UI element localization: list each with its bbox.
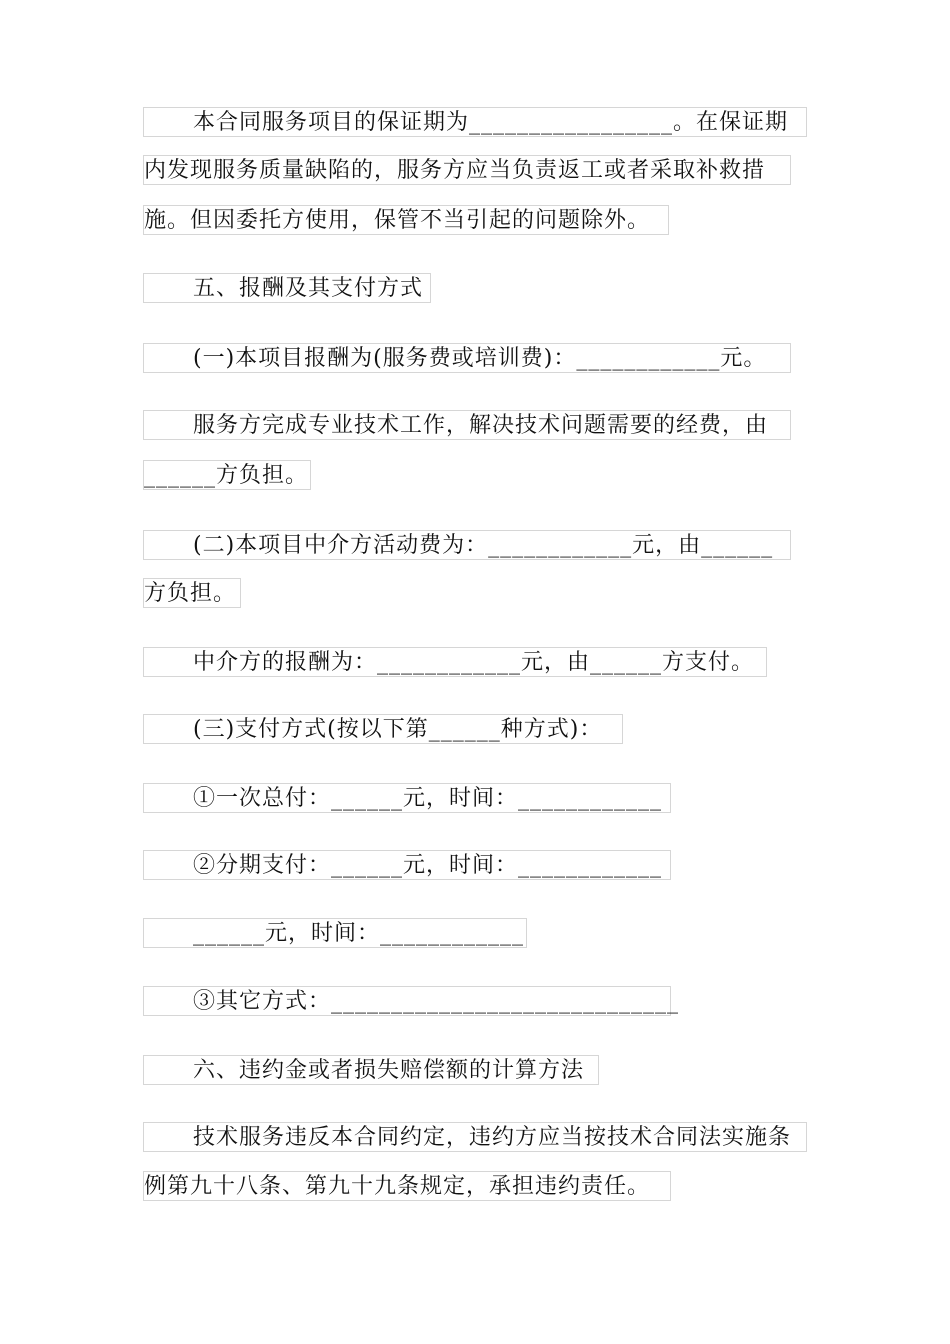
- paragraph-line: 例第九十八条、第九十九条规定，承担违约责任。: [143, 1171, 671, 1201]
- section-heading: 五、报酬及其支付方式: [143, 273, 431, 303]
- section-heading: 六、违约金或者损失赔偿额的计算方法: [143, 1055, 599, 1085]
- paragraph-line: 中介方的报酬为：____________元，由______方支付。: [143, 647, 767, 677]
- paragraph-line: 技术服务违反本合同约定，违约方应当按技术合同法实施条: [143, 1122, 807, 1152]
- paragraph-line: 本合同服务项目的保证期为_________________。在保证期: [143, 107, 807, 137]
- paragraph-line: 服务方完成专业技术工作，解决技术问题需要的经费，由: [143, 410, 791, 440]
- paragraph-line: 方负担。: [143, 578, 241, 608]
- payment-option-line: ②分期支付：______元，时间：____________: [143, 850, 671, 880]
- payment-option-line: ③其它方式：_____________________________: [143, 986, 671, 1016]
- paragraph-line: (二)本项目中介方活动费为：____________元，由______: [143, 530, 791, 560]
- paragraph-line: (一)本项目报酬为(服务费或培训费)：____________元。: [143, 343, 791, 373]
- payment-option-line: ①一次总付：______元，时间：____________: [143, 783, 671, 813]
- payment-option-line: ______元，时间：____________: [143, 918, 527, 948]
- paragraph-line: ______方负担。: [143, 460, 311, 490]
- paragraph-line: (三)支付方式(按以下第______种方式)：: [143, 714, 623, 744]
- paragraph-line: 内发现服务质量缺陷的，服务方应当负责返工或者采取补救措: [143, 155, 791, 185]
- paragraph-line: 施。但因委托方使用，保管不当引起的问题除外。: [143, 205, 669, 235]
